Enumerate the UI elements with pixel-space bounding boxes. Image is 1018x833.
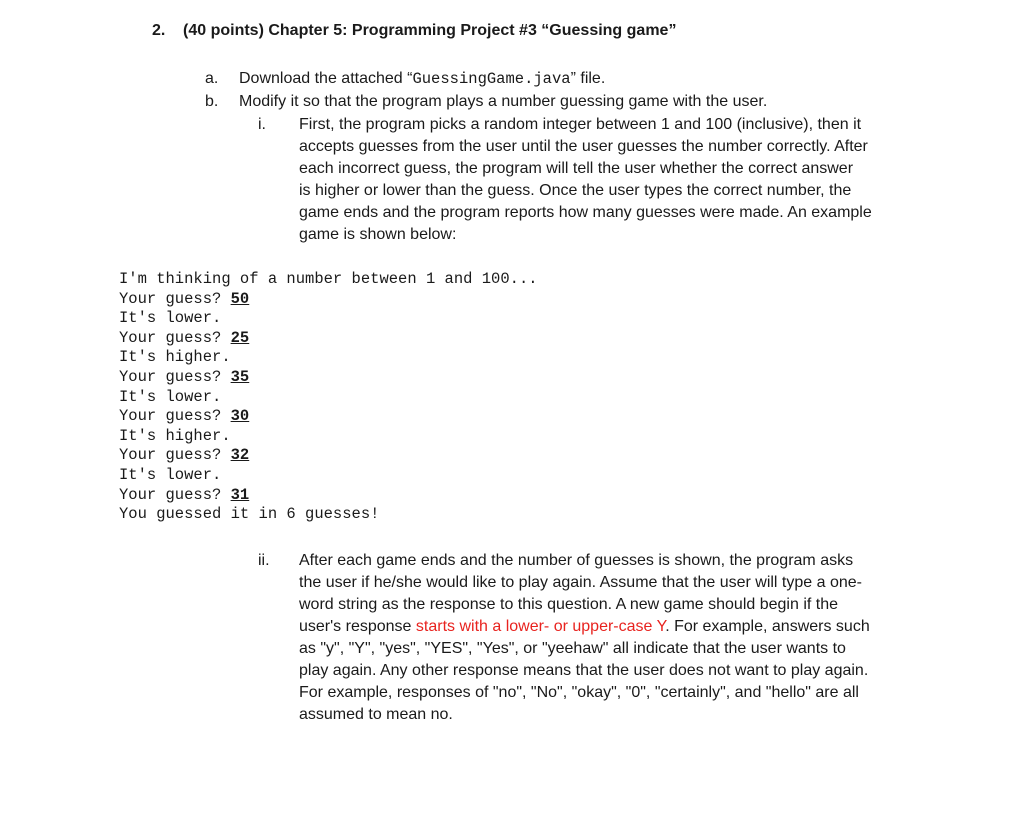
example-game-console [119,270,538,525]
step-a-text-before: Download the attached “ [239,70,413,87]
substep-ii-line: After each game ends and the number of guesses is shown, the program asks [299,552,854,569]
step-b-text: Modify it so that the program plays a number guessing game with the user. [239,93,768,110]
substep-ii-line: the user if he/she would like to play again. Assume that the user will type a one- [299,574,862,591]
substep-ii-line: as "y", "Y", "yes", "YES", "Yes", or "yeehaw" all indicate that the user wants to [299,640,846,657]
console-line [119,290,538,310]
substep-ii-line [299,616,909,638]
step-a-text [239,68,605,90]
console-intro: I'm thinking of a number between 1 and 100... [119,270,538,288]
step-a-marker: a. [205,70,219,87]
substep-i-line: First, the program picks a random integer between 1 and 100 (inclusive), then it [299,116,862,133]
console-prompt: Your guess? [119,485,231,504]
console-guess: 30 [230,407,250,426]
substep-ii-paragraph [299,550,909,726]
substep-ii-line4-after: . For example, answers such [665,618,870,635]
substep-ii-line4-before: user's response [299,618,416,635]
console-prompt: Your guess? [119,407,231,426]
problem-title: (40 points) Chapter 5: Programming Project #3 “Guessing game” [183,22,677,39]
console-prompt: Your guess? [119,328,231,347]
substep-i-line: game is shown below: [299,226,457,243]
console-result: You guessed it in 6 guesses! [119,505,380,524]
substep-ii-marker: ii. [258,552,270,569]
console-line [119,486,538,506]
substep-ii-line: assumed to mean no. [299,706,453,723]
step-a-text-after: ” file. [570,70,606,87]
console-line [119,446,538,466]
console-line [119,368,538,388]
console-guess: 25 [230,328,250,347]
highlighted-condition: starts with a lower- or upper-case Y [415,618,666,635]
console-guess: 32 [230,446,250,465]
problem-heading [152,22,676,40]
console-guess: 50 [230,289,250,308]
console-line [119,407,538,427]
substep-i-line: is higher or lower than the guess. Once the user types the correct number, the [299,182,852,199]
console-response: It's lower. [119,387,222,406]
console-response: It's higher. [119,348,231,367]
attached-filename: GuessingGame.java [412,70,571,88]
substep-i-line: accepts guesses from the user until the user guesses the number correctly. After [299,138,868,155]
console-response: It's lower. [119,465,222,484]
substep-i-marker: i. [258,116,266,133]
substep-ii-line: play again. Any other response means that the user does not want to play again. [299,662,869,679]
console-response: It's higher. [119,426,231,445]
console-prompt: Your guess? [119,367,231,386]
console-guess: 35 [230,367,250,386]
substep-ii-line: word string as the response to this question. A new game should begin if the [299,596,838,613]
substep-i-line: game ends and the program reports how many guesses were made. An example [299,204,872,221]
problem-number: 2. [152,22,166,39]
substep-i-paragraph [299,114,909,246]
substep-ii-line: For example, responses of "no", "No", "okay", "0", "certainly", and "hello" are all [299,684,859,701]
console-response: It's lower. [119,309,222,328]
substep-i-line: each incorrect guess, the program will tell the user whether the correct answer [299,160,854,177]
step-b-marker: b. [205,93,219,110]
console-line [119,329,538,349]
console-prompt: Your guess? [119,446,231,465]
console-guess: 31 [230,485,250,504]
console-prompt: Your guess? [119,289,231,308]
